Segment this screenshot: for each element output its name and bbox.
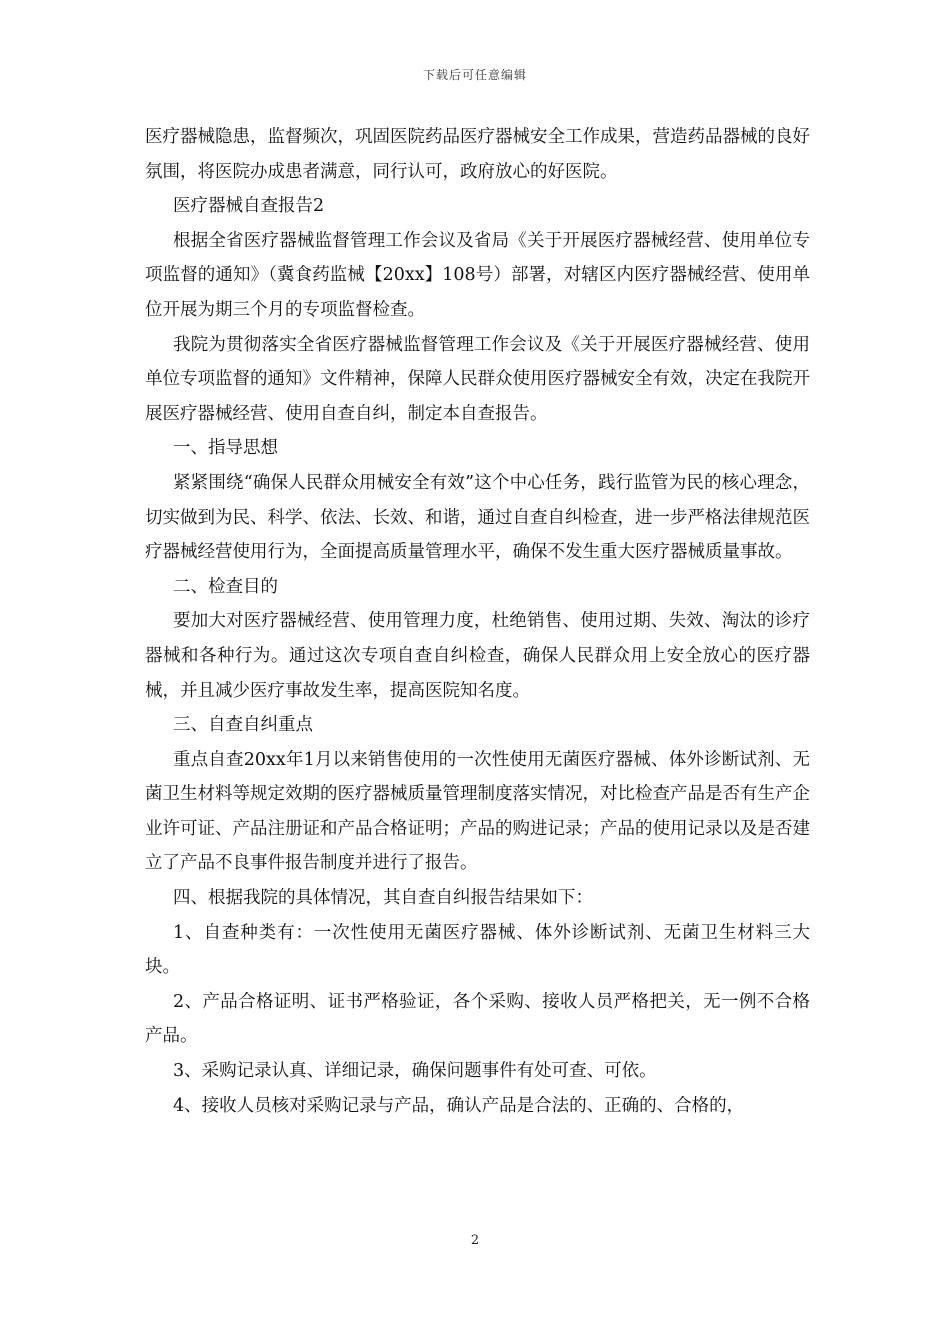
paragraph: 要加大对医疗器械经营、使用管理力度，杜绝销售、使用过期、失效、淘汰的诊疗器械和各种行为。通过这次专项自查自纠检查，确保人民群众用上安全放心的医疗器械，并且减少医疗事故发生率，提高医院知名度。 <box>145 611 810 701</box>
page-number: 2 <box>470 1233 480 1248</box>
section-heading: 四、根据我院的具体情况，其自查自纠报告结果如下： <box>173 888 593 909</box>
list-item: 2、产品合格证明、证书严格验证，各个采购、接收人员严格把关，无一例不合格产品。 <box>145 991 810 1047</box>
paragraph: 紧紧围绕“确保人民群众用械安全有效”这个中心任务，践行监管为民的核心理念，切实做到为民、科学、依法、长效、和谐，通过自查自纠检查，进一步严格法律规范医疗器械经营使用行为，全面提高质量管理水平，确保不发生重大医疗器械质量事故。 <box>145 472 810 563</box>
paragraph: 重点自查20xx年1月以来销售使用的一次性使用无菌医疗器械、体外诊断试剂、无菌卫生材料等规定效期的医疗器械质量管理制度落实情况，对比检查产品是否有生产企业许可证、产品注册证和产品合格证明；产品的购进记录；产品的使用记录以及是否建立了产品不良事件报告制度并进行了报告。 <box>145 749 810 874</box>
page-header: 下载后可任意编辑 <box>422 68 527 82</box>
section-heading: 二、检查目的 <box>173 576 278 597</box>
document-body <box>145 120 810 1123</box>
paragraph: 医疗器械隐患，监督频次，巩固医院药品医疗器械安全工作成果，营造药品器械的良好氛围，将医院办成患者满意，同行认可，政府放心的好医院。 <box>145 127 810 182</box>
section-heading: 一、指导思想 <box>173 438 278 459</box>
paragraph: 根据全省医疗器械监督管理工作会议及省局《关于开展医疗器械经营、使用单位专项监督的通知》（冀食药监械【20xx】108号）部署，对辖区内医疗器械经营、使用单位开展为期三个月的专项监督检查。 <box>145 230 810 320</box>
list-item: 3、采购记录认真、详细记录，确保问题事件有处可查、可依。 <box>173 1061 657 1082</box>
section-title: 医疗器械自查报告2 <box>173 196 325 217</box>
section-heading: 三、自查自纠重点 <box>173 715 313 736</box>
list-item: 4、接收人员核对采购记录与产品，确认产品是合法的、正确的、合格的， <box>173 1095 745 1116</box>
paragraph: 我院为贯彻落实全省医疗器械监督管理工作会议及《关于开展医疗器械经营、使用单位专项监督的通知》文件精神，保障人民群众使用医疗器械安全有效，决定在我院开展医疗器械经营、使用自查自纠，制定本自查报告。 <box>145 334 810 424</box>
list-item: 1、自查种类有：一次性使用无菌医疗器械、体外诊断试剂、无菌卫生材料三大块。 <box>145 922 810 978</box>
